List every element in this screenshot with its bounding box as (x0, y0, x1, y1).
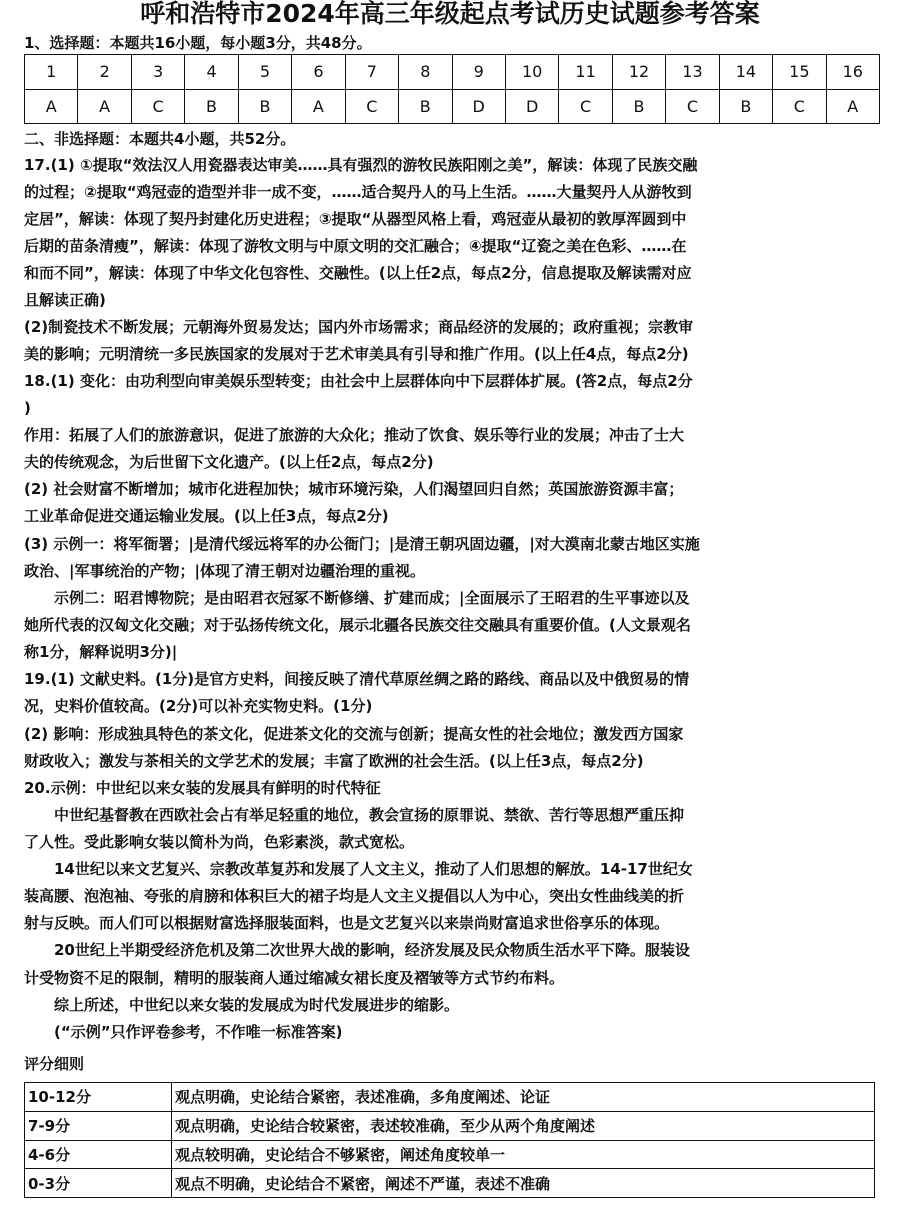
answer-cell: D (452, 89, 505, 124)
answer-cell: A (78, 89, 131, 124)
nonchoice-section-heading: 二、非选择题：本题共4小题，共52分。 (24, 130, 296, 148)
text-line: (2) 社会财富不断增加；城市化进程加快；城市环境污染，人们渴望回归自然；英国旅游资源丰富； (24, 480, 684, 498)
rubric-row (25, 1111, 875, 1140)
rubric-heading: 评分细则 (24, 1055, 85, 1073)
watermark (645, 1180, 880, 1202)
rubric-row (25, 1140, 875, 1169)
text-line: 14世纪以来文艺复兴、宗教改革复苏和发展了人文主义，推动了人们思想的解放。14-17世纪女 (54, 860, 693, 878)
answer-cell: A (25, 89, 78, 124)
answer-cell: B (719, 89, 772, 124)
answer-cell: C (773, 89, 826, 124)
question-number-cell: 2 (78, 55, 131, 90)
text-line: 计受物资不足的限制，精明的服装商人通过缩减女裙长度及褶皱等方式节约布料。 (24, 969, 565, 987)
question-number-cell: 12 (612, 55, 665, 90)
text-line: 况，史料价值较高。(2分)可以补充实物史料。(1分) (24, 697, 373, 715)
text-line: 20.示例：中世纪以来女装的发展具有鲜明的时代特征 (24, 779, 381, 797)
question-number-cell: 1 (25, 55, 78, 90)
rubric-score: 10-12分 (25, 1083, 172, 1112)
text-line: 财政收入；激发与茶相关的文学艺术的发展；丰富了欧洲的社会生活。(以上任3点，每点2分) (24, 752, 644, 770)
question-number-cell: 16 (826, 55, 879, 90)
answer-cell: D (505, 89, 558, 124)
question-number-row (25, 55, 880, 90)
text-line: 政治、|军事统治的产物；|体现了清王朝对边疆治理的重视。 (24, 562, 425, 580)
text-line: 定居”，解读：体现了契丹封建化历史进程；③提取“从器型风格上看，鸡冠壶从最初的敦厚浑圆到中 (24, 210, 687, 228)
question-number-cell: 7 (345, 55, 398, 90)
text-line: (2) 影响：形成独具特色的茶文化，促进茶文化的交流与创新；提高女性的社会地位；激发西方国家 (24, 725, 684, 743)
page-title: 呼和浩特市2024年高三年级起点考试历史试题参考答案 (140, 0, 760, 28)
question-number-cell: 13 (666, 55, 719, 90)
text-line: 综上所述，中世纪以来女装的发展成为时代发展进步的缩影。 (54, 996, 460, 1014)
answer-cell: C (345, 89, 398, 124)
text-line: 称1分，解释说明3分)| (24, 643, 178, 661)
text-line: 后期的苗条清瘦”，解读：体现了游牧文明与中原文明的交汇融合；④提取“辽瓷之美在色彩、……在 (24, 237, 687, 255)
rubric-row (25, 1083, 875, 1112)
answer-cell: B (185, 89, 238, 124)
text-line: ) (24, 399, 31, 417)
text-line: 了人性。受此影响女装以简朴为尚，色彩素淡，款式宽松。 (24, 833, 415, 851)
answer-row (25, 89, 880, 124)
question-number-cell: 8 (399, 55, 452, 90)
text-line: 装高腰、泡泡袖、夸张的肩膀和体积巨大的裙子均是人文主义提倡以人为中心，突出女性曲线美的折 (24, 887, 685, 905)
answer-cell: C (559, 89, 612, 124)
answer-cell: A (826, 89, 879, 124)
text-line: 美的影响；元明清统一多民族国家的发展对于艺术审美具有引导和推广作用。(以上任4点，每点2分) (24, 345, 689, 363)
text-line: 示例二：昭君博物院；是由昭君衣冠冢不断修缮、扩建而成；|全面展示了王昭君的生平事迹以及 (54, 589, 690, 607)
rubric-description: 观点较明确，史论结合不够紧密，阐述角度较单一 (172, 1140, 875, 1169)
answer-cell: B (238, 89, 291, 124)
question-number-cell: 15 (773, 55, 826, 90)
text-line: 19.(1) 文献史料。(1分)是官方史料，间接反映了清代草原丝绸之路的路线、商品以及中俄贸易的情 (24, 670, 690, 688)
answer-cell: B (612, 89, 665, 124)
text-line: 作用：拓展了人们的旅游意识，促进了旅游的大众化；推动了饮食、娱乐等行业的发展；冲击了士大 (24, 426, 685, 444)
text-line: (2)制瓷技术不断发展；元朝海外贸易发达；国内外市场需求；商品经济的发展的；政府重视；宗教审 (24, 318, 694, 336)
question-number-cell: 6 (292, 55, 345, 90)
text-line: 且解读正确) (24, 291, 106, 309)
answer-cell: A (292, 89, 345, 124)
text-line: (3) 示例一：将军衙署；|是清代绥远将军的办公衙门；|是清王朝巩固边疆，|对大漠南北蒙古地区实施 (24, 535, 700, 553)
question-number-cell: 14 (719, 55, 772, 90)
question-number-cell: 10 (505, 55, 558, 90)
rubric-description: 观点不明确，史论结合不紧密，阐述不严谨，表述不准确 (172, 1169, 875, 1198)
text-line: 18.(1) 变化：由功利型向审美娱乐型转变；由社会中上层群体向中下层群体扩展。(答2点，每点2分 (24, 372, 693, 390)
question-number-cell: 4 (185, 55, 238, 90)
text-line: 工业革命促进交通运输业发展。(以上任3点，每点2分) (24, 507, 389, 525)
answer-cell: C (666, 89, 719, 124)
text-line: 她所代表的汉匈文化交融；对于弘扬传统文化，展示北疆各民族交往交融具有重要价值。(人文景观名 (24, 616, 691, 634)
text-line: 中世纪基督教在西欧社会占有举足轻重的地位，教会宣扬的原罪说、禁欲、苦行等思想严重压抑 (54, 806, 685, 824)
rubric-score: 0-3分 (25, 1169, 172, 1198)
rubric-description: 观点明确，史论结合紧密，表述准确，多角度阐述、论证 (172, 1083, 875, 1112)
question-number-cell: 9 (452, 55, 505, 90)
rubric-score: 7-9分 (25, 1111, 172, 1140)
text-line: (“示例”只作评卷参考，不作唯一标准答案) (54, 1023, 343, 1041)
text-line: 射与反映。而人们可以根据财富选择服装面料，也是文艺复兴以来崇尚财富追求世俗享乐的体现。 (24, 914, 670, 932)
text-line: 17.(1) ①提取“效法汉人用瓷器表达审美……具有强烈的游牧民族阳刚之美”，解读：体现了民族交融 (24, 156, 698, 174)
rubric-score: 4-6分 (25, 1140, 172, 1169)
question-number-cell: 5 (238, 55, 291, 90)
text-line: 和而不同”，解读：体现了中华文化包容性、交融性。(以上任2点，每点2分，信息提取及解读需对应 (24, 264, 692, 282)
text-line: 20世纪上半期受经济危机及第二次世界大战的影响，经济发展及民众物质生活水平下降。服装设 (54, 941, 690, 959)
answer-key-table (24, 54, 880, 124)
question-number-cell: 11 (559, 55, 612, 90)
text-line: 的过程；②提取“鸡冠壶的造型并非一成不变，……适合契丹人的马上生活。……大量契丹人从游牧到 (24, 183, 692, 201)
answer-cell: B (399, 89, 452, 124)
rubric-description: 观点明确，史论结合较紧密，表述较准确，至少从两个角度阐述 (172, 1111, 875, 1140)
question-number-cell: 3 (131, 55, 184, 90)
choice-section-heading: 1、选择题：本题共16小题，每小题3分，共48分。 (24, 34, 372, 52)
text-line: 夫的传统观念，为后世留下文化遗产。(以上任2点，每点2分) (24, 453, 434, 471)
answer-cell: C (131, 89, 184, 124)
